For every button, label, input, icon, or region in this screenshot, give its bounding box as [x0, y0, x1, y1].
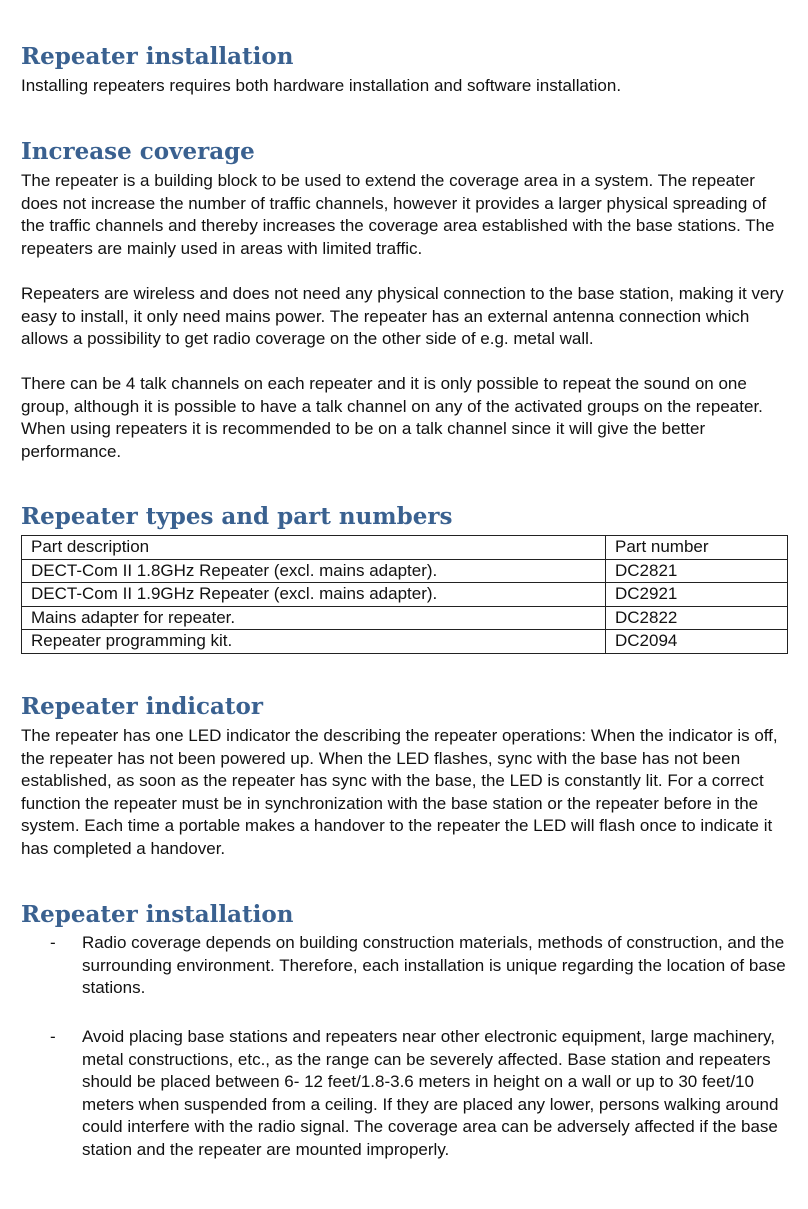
part-description-cell: DECT-Com II 1.9GHz Repeater (excl. mains adapter). — [22, 583, 606, 607]
table-row — [22, 630, 788, 654]
part-description-cell: Repeater programming kit. — [22, 630, 606, 654]
part-number-cell: DC2822 — [606, 606, 788, 630]
table-row — [22, 606, 788, 630]
heading-repeater-indicator: Repeater indicator — [21, 693, 264, 720]
part-number-cell: DC2094 — [606, 630, 788, 654]
intro-paragraph: Installing repeaters requires both hardware installation and software installation. — [21, 76, 622, 95]
part-description-cell: DECT-Com II 1.8GHz Repeater (excl. mains adapter). — [22, 559, 606, 583]
table-header-row — [22, 536, 788, 560]
installation-bullet-2: Avoid placing base stations and repeaters near other electronic equipment, large machinery, metal constructions, etc., as the range can be severely affected. Base station and repeaters should be placed between 6- 12 feet/1.8-3.6 meters in height on a wall or up to 30 feet/10 meters when suspended from a ceiling. If they are placed any lower, persons walking around could interfere with the radio signal. The coverage area can be adversely affected if the base station and the repeater are mounted improperly. — [82, 1027, 779, 1159]
table-row — [22, 583, 788, 607]
indicator-paragraph: The repeater has one LED indicator the describing the repeater operations: When the indicator is off, the repeater has not been powered up. When the LED flashes, sync with the base has not been established, as soon as the repeater has sync with the base, the LED is constantly lit. For a correct function the repeater must be in synchronization with the base station or the repeater before in the system. Each time a portable makes a handover to the repeater the LED will flash once to indicate it has completed a handover. — [21, 726, 778, 858]
bullet-dash: - — [50, 933, 56, 952]
heading-repeater-types: Repeater types and part numbers — [21, 503, 453, 530]
table-row — [22, 559, 788, 583]
bullet-dash: - — [50, 1027, 56, 1046]
coverage-paragraph-1: The repeater is a building block to be used to extend the coverage area in a system. The repeater does not increase the number of traffic channels, however it provides a larger physical spreading of the traffic channels and thereby increases the coverage area established with the base stations. The repeaters are mainly used in areas with limited traffic. — [21, 171, 775, 258]
part-description-cell: Mains adapter for repeater. — [22, 606, 606, 630]
heading-repeater-installation-intro: Repeater installation — [21, 43, 294, 70]
part-numbers-table — [21, 535, 788, 654]
heading-repeater-installation: Repeater installation — [21, 901, 294, 928]
heading-increase-coverage: Increase coverage — [21, 138, 255, 165]
installation-bullet-1: Radio coverage depends on building construction materials, methods of construction, and the surrounding environment. Therefore, each installation is unique regarding the location of base stations. — [82, 933, 786, 998]
part-number-cell: DC2821 — [606, 559, 788, 583]
coverage-paragraph-3: There can be 4 talk channels on each repeater and it is only possible to repeat the sound on one group, although it is possible to have a talk channel on any of the activated groups on the repeater. When using repeaters it is recommended to be on a talk channel since it will give the better performance. — [21, 374, 763, 461]
part-number-cell: DC2921 — [606, 583, 788, 607]
coverage-paragraph-2: Repeaters are wireless and does not need any physical connection to the base station, making it very easy to install, it only need mains power. The repeater has an external antenna connection which allows a possibility to get radio coverage on the other side of e.g. metal wall. — [21, 284, 784, 349]
header-part-number: Part number — [606, 536, 788, 560]
header-part-description: Part description — [22, 536, 606, 560]
